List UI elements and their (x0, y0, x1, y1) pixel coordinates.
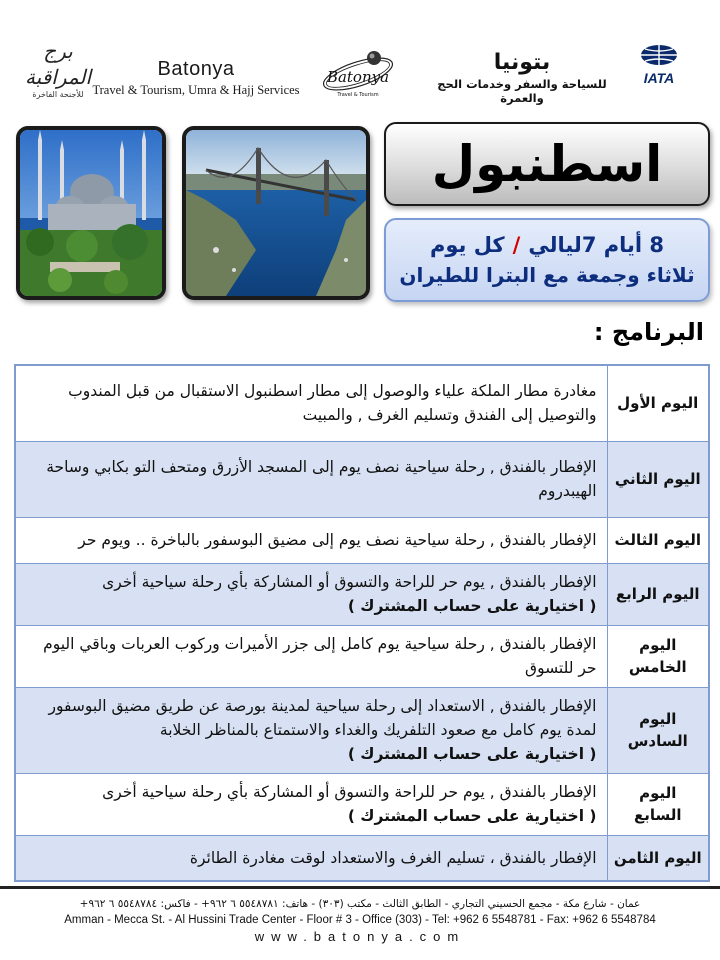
trip-duration: 8 أيام 7ليالي (528, 233, 665, 257)
program-desc: الإفطار بالفندق , رحلة سياحية نصف يوم إلى مضيق البوسفور بالباخرة .. ويوم حر (15, 517, 607, 563)
trip-duration-line (386, 230, 708, 260)
trip-separator: / (512, 233, 521, 257)
brand-arabic (418, 50, 626, 105)
footer-address-english: Amman - Mecca St. - Al Hussini Trade Center - Floor # 3 - Office (303) - Tel: +962 6 5548781 - Fax: +962 6 5548784 (64, 914, 656, 926)
trip-info-box (384, 218, 710, 302)
brand-english-tagline: Travel & Tourism, Umra & Hajj Services (92, 83, 300, 97)
program-day: اليوم السابع (607, 773, 709, 835)
bosphorus-bridge-photo (182, 126, 370, 300)
table-row (15, 687, 709, 773)
iata-logo (626, 44, 692, 86)
program-day: اليوم الرابع (607, 563, 709, 625)
brand-arabic-tagline: للسياحة والسفر وخدمات الحج والعمرة (437, 77, 607, 105)
table-row (15, 563, 709, 625)
table-row (15, 441, 709, 517)
batonya-logo-sub: Travel & Tourism (337, 92, 379, 98)
batonya-logo-text: Batonya (326, 68, 390, 86)
optional-note: ( اختيارية على حساب المشترك ) (347, 745, 597, 763)
program-day: اليوم الخامس (607, 625, 709, 687)
program-desc: الإفطار بالفندق , يوم حر للراحة والتسوق أو المشاركة بأي رحلة سياحية أخرى ( اختيارية على حساب المشترك ) (15, 563, 607, 625)
iata-text: IATA (643, 70, 675, 86)
trip-days-airline: ثلاثاء وجمعة مع البترا للطيران (399, 263, 695, 287)
program-desc: الإفطار بالفندق , رحلة سياحية نصف يوم إلى المسجد الأزرق ومتحف التو بكابي وساحة الهيبدروم (15, 441, 607, 517)
brand-english-name: Batonya (157, 58, 235, 80)
table-row (15, 625, 709, 687)
program-day: اليوم الأول (607, 365, 709, 441)
optional-note: ( اختيارية على حساب المشترك ) (347, 807, 597, 825)
blue-mosque-photo (16, 126, 166, 300)
batonya-globe-icon (318, 44, 398, 106)
burj-logo (22, 38, 94, 99)
program-desc: الإفطار بالفندق ، تسليم الغرف والاستعداد لوقت مغادرة الطائرة (15, 835, 607, 881)
program-day: اليوم الثامن (607, 835, 709, 881)
program-desc: الإفطار بالفندق , رحلة سياحية يوم كامل إلى جزر الأميرات وركوب العربات وباقي اليوم حر للتسوق (15, 625, 607, 687)
program-label: البرنامج : (593, 318, 704, 346)
destination-title: اسطنبول (431, 135, 663, 193)
table-row (15, 517, 709, 563)
table-row (15, 773, 709, 835)
trip-frequency: كل يوم (429, 233, 505, 257)
program-day: اليوم السادس (607, 687, 709, 773)
header (0, 0, 720, 112)
program-desc: الإفطار بالفندق , الاستعداد إلى رحلة سياحية لمدينة بورصة عن طريق مضيق البوسفور لمدة يوم كامل مع صعود التلفريك والغداء والاستمتاع بالمناظر الخلابة ( اختيارية على حساب المشترك ) (15, 687, 607, 773)
batonya-logo (318, 44, 398, 106)
table-row (15, 365, 709, 441)
footer-address-arabic: عمان - شارع مكة - مجمع الحسيني التجاري - الطابق الثالث - مكتب (٣٠٣) - هاتف: ٥٥٤٨٧٨١ ٦ ٩٦٢+ - فاكس: ٥٥٤٨٧٨٤ ٦ ٩٦٢+ (79, 898, 641, 910)
footer-website: www.batonya.com (254, 929, 466, 944)
burj-logo-sub: للأجنحة الفاخرة (32, 90, 84, 99)
destination-title-box (384, 122, 710, 206)
program-desc: الإفطار بالفندق , يوم حر للراحة والتسوق أو المشاركة بأي رحلة سياحية أخرى ( اختيارية على حساب المشترك ) (15, 773, 607, 835)
program-day: اليوم الثالث (607, 517, 709, 563)
table-row (15, 835, 709, 881)
iata-globe-icon (639, 44, 679, 66)
program-desc: مغادرة مطار الملكة علياء والوصول إلى مطار اسطنبول الاستقبال من قبل المندوب والتوصيل إلى الفندق وتسليم الغرف , والمبيت (15, 365, 607, 441)
brand-english (86, 58, 306, 98)
program-day: اليوم الثاني (607, 441, 709, 517)
brand-arabic-name: بتونيا (493, 50, 551, 75)
footer (0, 886, 720, 960)
burj-logo-script: برج المراقبة (24, 39, 92, 89)
program-table (14, 364, 710, 882)
optional-note: ( اختيارية على حساب المشترك ) (347, 597, 597, 615)
